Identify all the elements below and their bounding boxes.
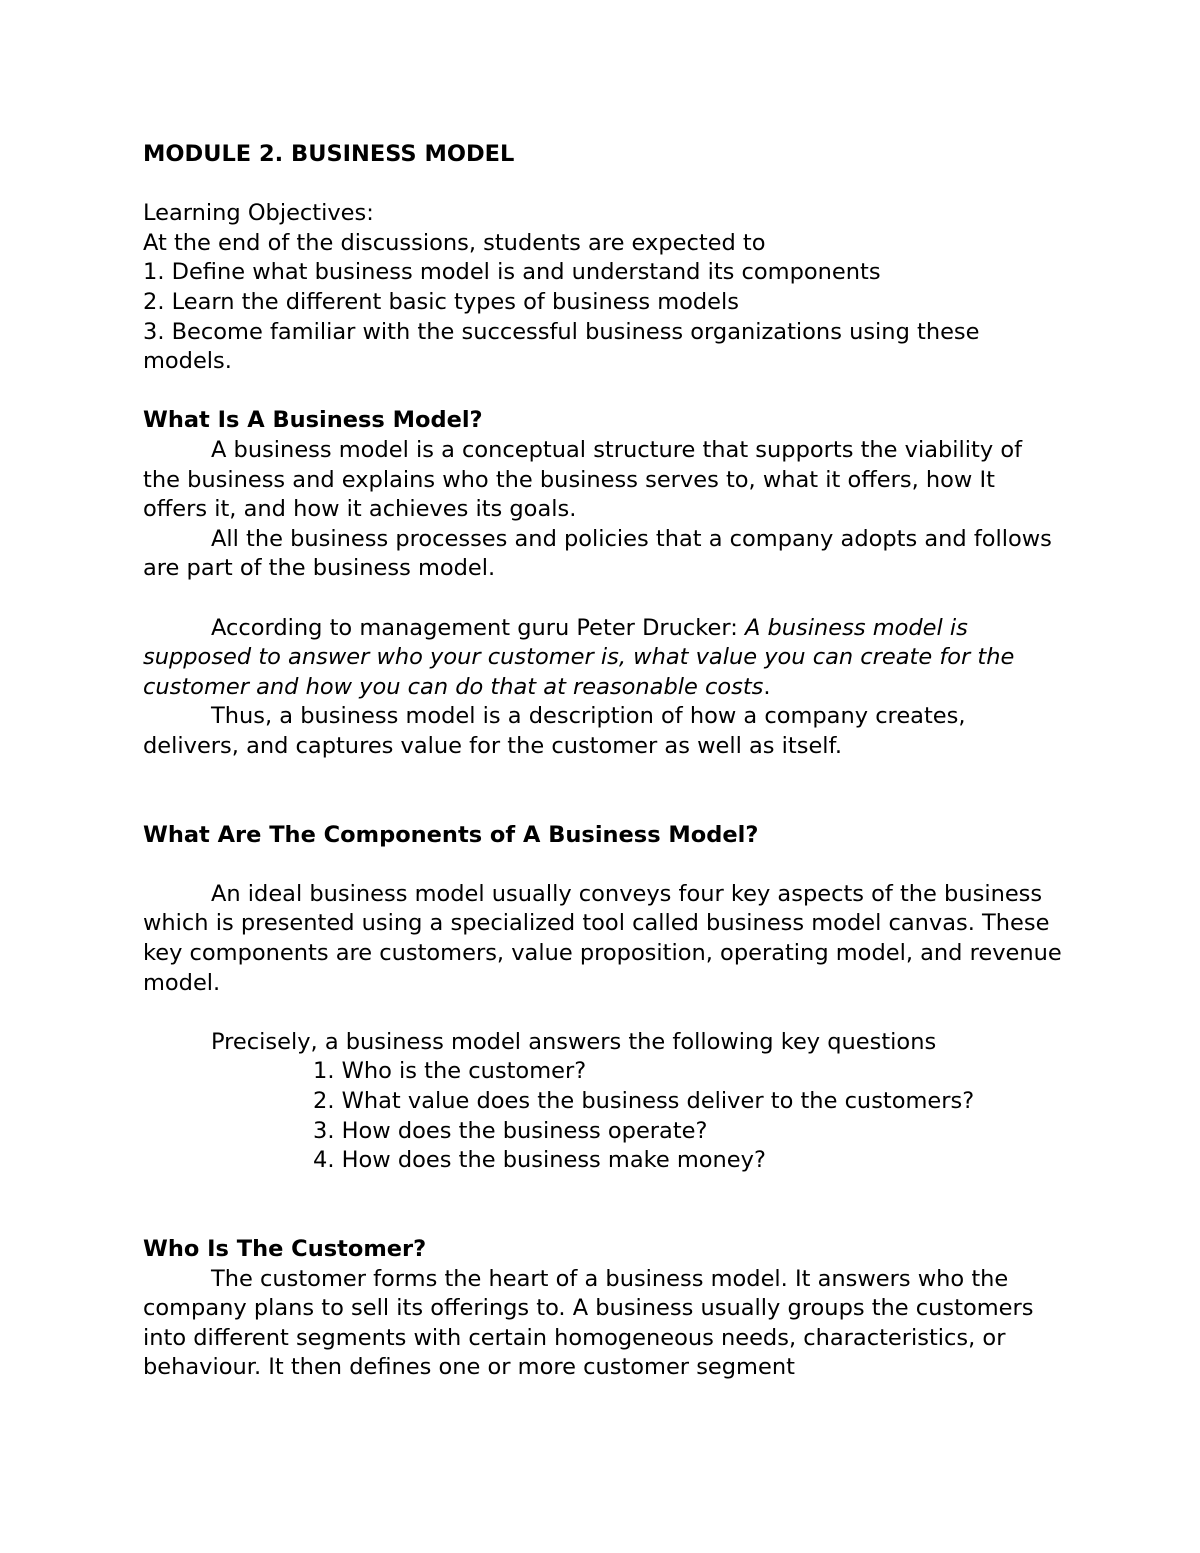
objective-item: 1. Define what business model is and understand its components [143,259,881,286]
document-page [143,140,1063,1383]
spacer [143,1176,1063,1235]
objective-item: 2. Learn the different basic types of business models [143,288,739,315]
spacer [143,584,1063,614]
spacer [143,761,1063,820]
key-question: 2. What value does the business deliver to the customers? [313,1088,975,1114]
drucker-paragraph [143,614,1063,703]
key-question: 3. How does the business operate? [313,1117,708,1144]
drucker-quote: A business model is supposed to answer who your customer is, what value you can create for the customer and how you can do that at reasonable costs [143,614,1015,700]
components-heading: What Are The Components of A Business Model? [143,821,759,848]
what-is-paragraph: A business model is a conceptual structure that supports the viability of the business and explains who the business serves to, what it offers, how It offers it, and how it achieves its goals. [143,436,1023,523]
drucker-end: . [763,673,771,700]
spacer [143,998,1063,1028]
key-question: 4. How does the business make money? [313,1147,766,1174]
questions-intro: Precisely, a business model answers the following key questions [211,1028,937,1055]
customer-paragraph: The customer forms the heart of a business model. It answers who the company plans to sell its offerings to. A business usually groups the customers into different segments with certain homogeneous needs, characteristics, or behaviour. It then defines one or more customer segment [143,1265,1034,1381]
what-is-summary: Thus, a business model is a description of how a company creates, delivers, and captures value for the customer as well as itself. [143,703,966,759]
drucker-lead: According to management guru Peter Drucker: [211,614,745,641]
objectives-intro: At the end of the discussions, students are expected to [143,229,766,256]
customer-heading: Who Is The Customer? [143,1235,427,1262]
objective-item: 3. Become familiar with the successful business organizations using these models. [143,318,980,375]
components-paragraph: An ideal business model usually conveys four key aspects of the business which is presented using a specialized tool called business model canvas. These key components are customers, value proposition, operating model, and revenue model. [143,880,1062,996]
objectives-heading: Learning Objectives: [143,200,374,227]
spacer [143,377,1063,407]
what-is-paragraph: All the business processes and policies that a company adopts and follows are part of the business model. [143,525,1052,582]
what-is-heading: What Is A Business Model? [143,407,483,434]
spacer [143,850,1063,880]
key-questions-list [143,1057,1063,1175]
key-question: 1. Who is the customer? [313,1058,587,1085]
module-title: MODULE 2. BUSINESS MODEL [143,141,515,167]
